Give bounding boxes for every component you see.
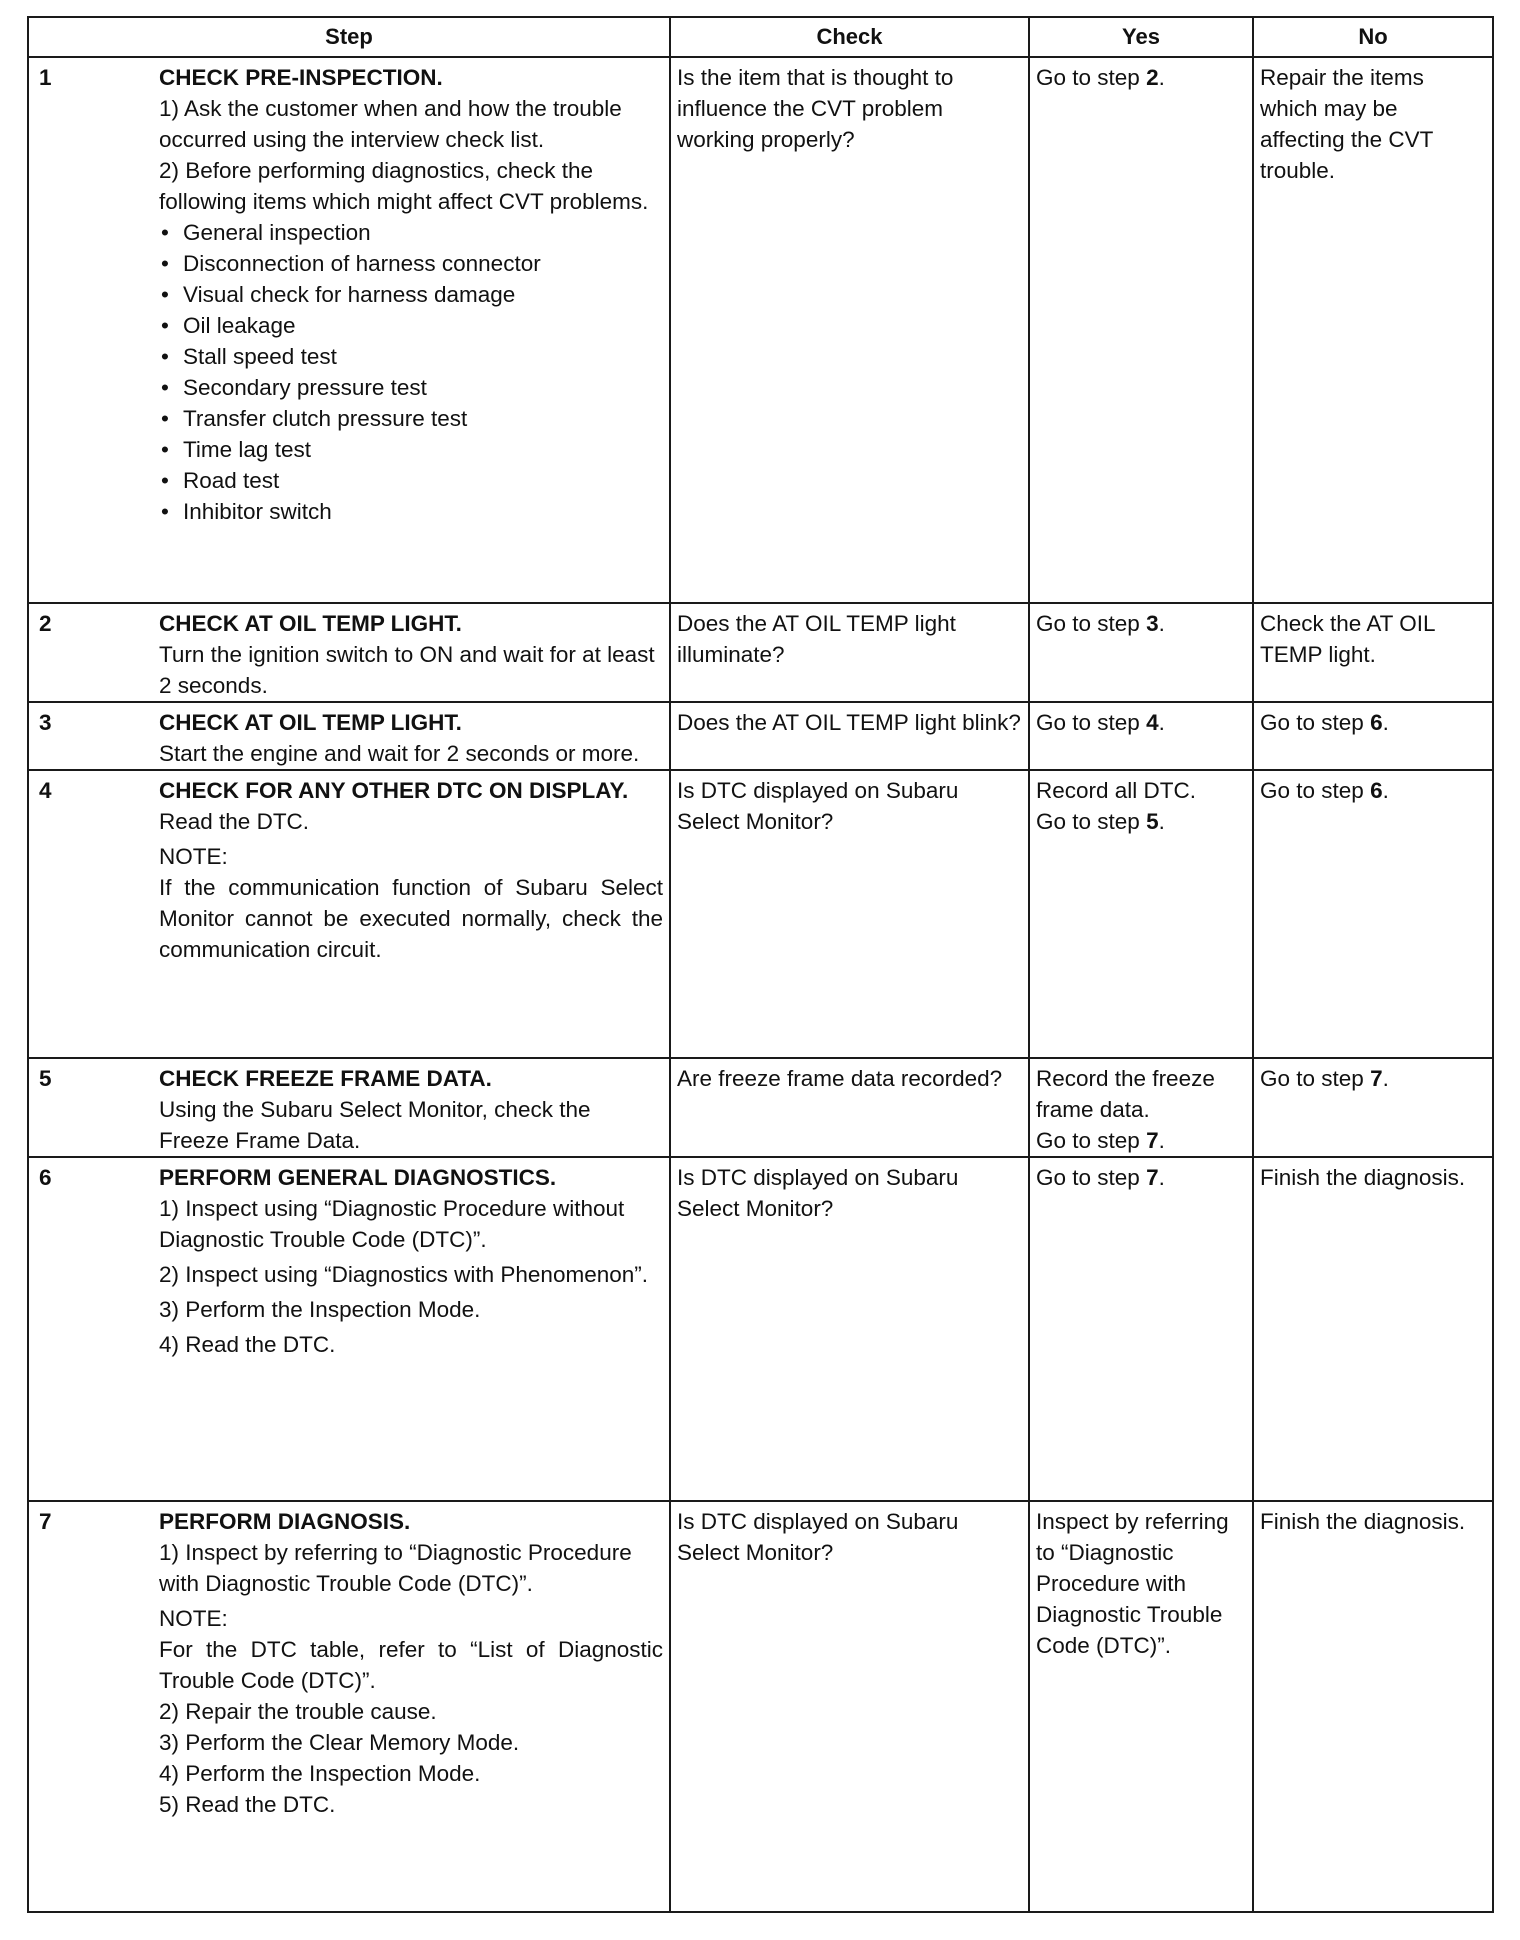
- no-cell: Go to step 6.: [1253, 702, 1493, 770]
- header-yes: Yes: [1029, 17, 1253, 57]
- step-cell: [28, 57, 670, 603]
- no-cell: Repair the items which may be affecting the CVT trouble.: [1253, 57, 1493, 603]
- header-step: Step: [28, 17, 670, 57]
- note-label: NOTE:: [159, 844, 228, 869]
- yes-cell: Record the freeze frame data. Go to step 7.: [1029, 1058, 1253, 1157]
- step-number: 6: [39, 1165, 52, 1190]
- table-row: [28, 603, 1493, 702]
- step-number: 1: [39, 65, 52, 90]
- step-instruction: Turn the ignition switch to ON and wait for at least 2 seconds.: [159, 642, 655, 698]
- step-cell: [28, 1157, 670, 1501]
- step-number: 5: [39, 1066, 52, 1091]
- note-text: For the DTC table, refer to “List of Diagnostic Trouble Code (DTC)”.: [159, 1637, 663, 1693]
- step-cell: [28, 1501, 670, 1912]
- step-instruction: 4) Read the DTC.: [159, 1332, 336, 1357]
- yes-cell: Inspect by referring to “Diagnostic Procedure with Diagnostic Trouble Code (DTC)”.: [1029, 1501, 1253, 1912]
- step-instruction: 4) Perform the Inspection Mode.: [159, 1761, 481, 1786]
- step-cell: [28, 1058, 670, 1157]
- step-instruction: Using the Subaru Select Monitor, check the Freeze Frame Data.: [159, 1097, 591, 1153]
- step-title: CHECK AT OIL TEMP LIGHT.: [159, 611, 462, 636]
- step-instruction: 2) Repair the trouble cause.: [159, 1699, 437, 1724]
- bullet-item: • General inspection: [159, 217, 663, 248]
- step-instruction: 1) Inspect by referring to “Diagnostic Procedure with Diagnostic Trouble Code (DTC)”.: [159, 1540, 632, 1596]
- step-cell: [28, 770, 670, 1058]
- bullet-item: • Time lag test: [159, 434, 663, 465]
- bullet-item: • Road test: [159, 465, 663, 496]
- step-instruction: 1) Ask the customer when and how the trouble occurred using the interview check list.: [159, 96, 622, 152]
- yes-cell: Go to step 2.: [1029, 57, 1253, 603]
- step-instruction: 2) Before performing diagnostics, check the following items which might affect CVT problems.: [159, 158, 649, 214]
- bullet-item: • Stall speed test: [159, 341, 663, 372]
- step-title: CHECK FOR ANY OTHER DTC ON DISPLAY.: [159, 778, 629, 803]
- note-label: NOTE:: [159, 1606, 228, 1631]
- yes-cell: Record all DTC. Go to step 5.: [1029, 770, 1253, 1058]
- step-title: PERFORM GENERAL DIAGNOSTICS.: [159, 1165, 557, 1190]
- step-title: CHECK AT OIL TEMP LIGHT.: [159, 710, 462, 735]
- check-cell: Does the AT OIL TEMP light illuminate?: [670, 603, 1029, 702]
- diagnostic-procedure-table: [27, 16, 1494, 1913]
- table-row: [28, 770, 1493, 1058]
- check-cell: Are freeze frame data recorded?: [670, 1058, 1029, 1157]
- table-row: [28, 1157, 1493, 1501]
- no-cell: Finish the diagnosis.: [1253, 1157, 1493, 1501]
- check-cell: Is DTC displayed on Subaru Select Monitor?: [670, 1501, 1029, 1912]
- step-number: 7: [39, 1509, 52, 1534]
- table-row: [28, 1501, 1493, 1912]
- step-cell: [28, 603, 670, 702]
- step-instruction: Read the DTC.: [159, 809, 310, 834]
- bullet-item: • Inhibitor switch: [159, 496, 663, 527]
- header-no: No: [1253, 17, 1493, 57]
- step-instruction: 5) Read the DTC.: [159, 1792, 336, 1817]
- yes-cell: Go to step 3.: [1029, 603, 1253, 702]
- step-instruction: 3) Perform the Clear Memory Mode.: [159, 1730, 520, 1755]
- step-instruction: 2) Inspect using “Diagnostics with Phenomenon”.: [159, 1262, 649, 1287]
- yes-cell: Go to step 4.: [1029, 702, 1253, 770]
- step-cell: [28, 702, 670, 770]
- header-row: [28, 17, 1493, 57]
- header-check: Check: [670, 17, 1029, 57]
- check-cell: Is DTC displayed on Subaru Select Monitor?: [670, 770, 1029, 1058]
- bullet-item: • Oil leakage: [159, 310, 663, 341]
- bullet-item: • Secondary pressure test: [159, 372, 663, 403]
- no-cell: Finish the diagnosis.: [1253, 1501, 1493, 1912]
- step-title: PERFORM DIAGNOSIS.: [159, 1509, 411, 1534]
- check-cell: Does the AT OIL TEMP light blink?: [670, 702, 1029, 770]
- bullet-item: • Transfer clutch pressure test: [159, 403, 663, 434]
- step-number: 2: [39, 611, 52, 636]
- check-cell: Is DTC displayed on Subaru Select Monitor?: [670, 1157, 1029, 1501]
- step-title: CHECK PRE-INSPECTION.: [159, 65, 443, 90]
- step-number: 3: [39, 710, 52, 735]
- bullet-item: • Visual check for harness damage: [159, 279, 663, 310]
- step-title: CHECK FREEZE FRAME DATA.: [159, 1066, 492, 1091]
- no-cell: Go to step 7.: [1253, 1058, 1493, 1157]
- step-instruction: Start the engine and wait for 2 seconds or more.: [159, 741, 640, 766]
- table-row: [28, 1058, 1493, 1157]
- step-number: 4: [39, 778, 52, 803]
- table-row: [28, 57, 1493, 603]
- no-cell: Go to step 6.: [1253, 770, 1493, 1058]
- step-instruction: 1) Inspect using “Diagnostic Procedure without Diagnostic Trouble Code (DTC)”.: [159, 1196, 625, 1252]
- note-text: If the communication function of Subaru Select Monitor cannot be executed normally, check the communication circuit.: [159, 875, 663, 962]
- bullet-item: • Disconnection of harness connector: [159, 248, 663, 279]
- yes-cell: Go to step 7.: [1029, 1157, 1253, 1501]
- step-instruction: 3) Perform the Inspection Mode.: [159, 1297, 481, 1322]
- check-cell: Is the item that is thought to influence the CVT problem working properly?: [670, 57, 1029, 603]
- table-row: [28, 702, 1493, 770]
- no-cell: Check the AT OIL TEMP light.: [1253, 603, 1493, 702]
